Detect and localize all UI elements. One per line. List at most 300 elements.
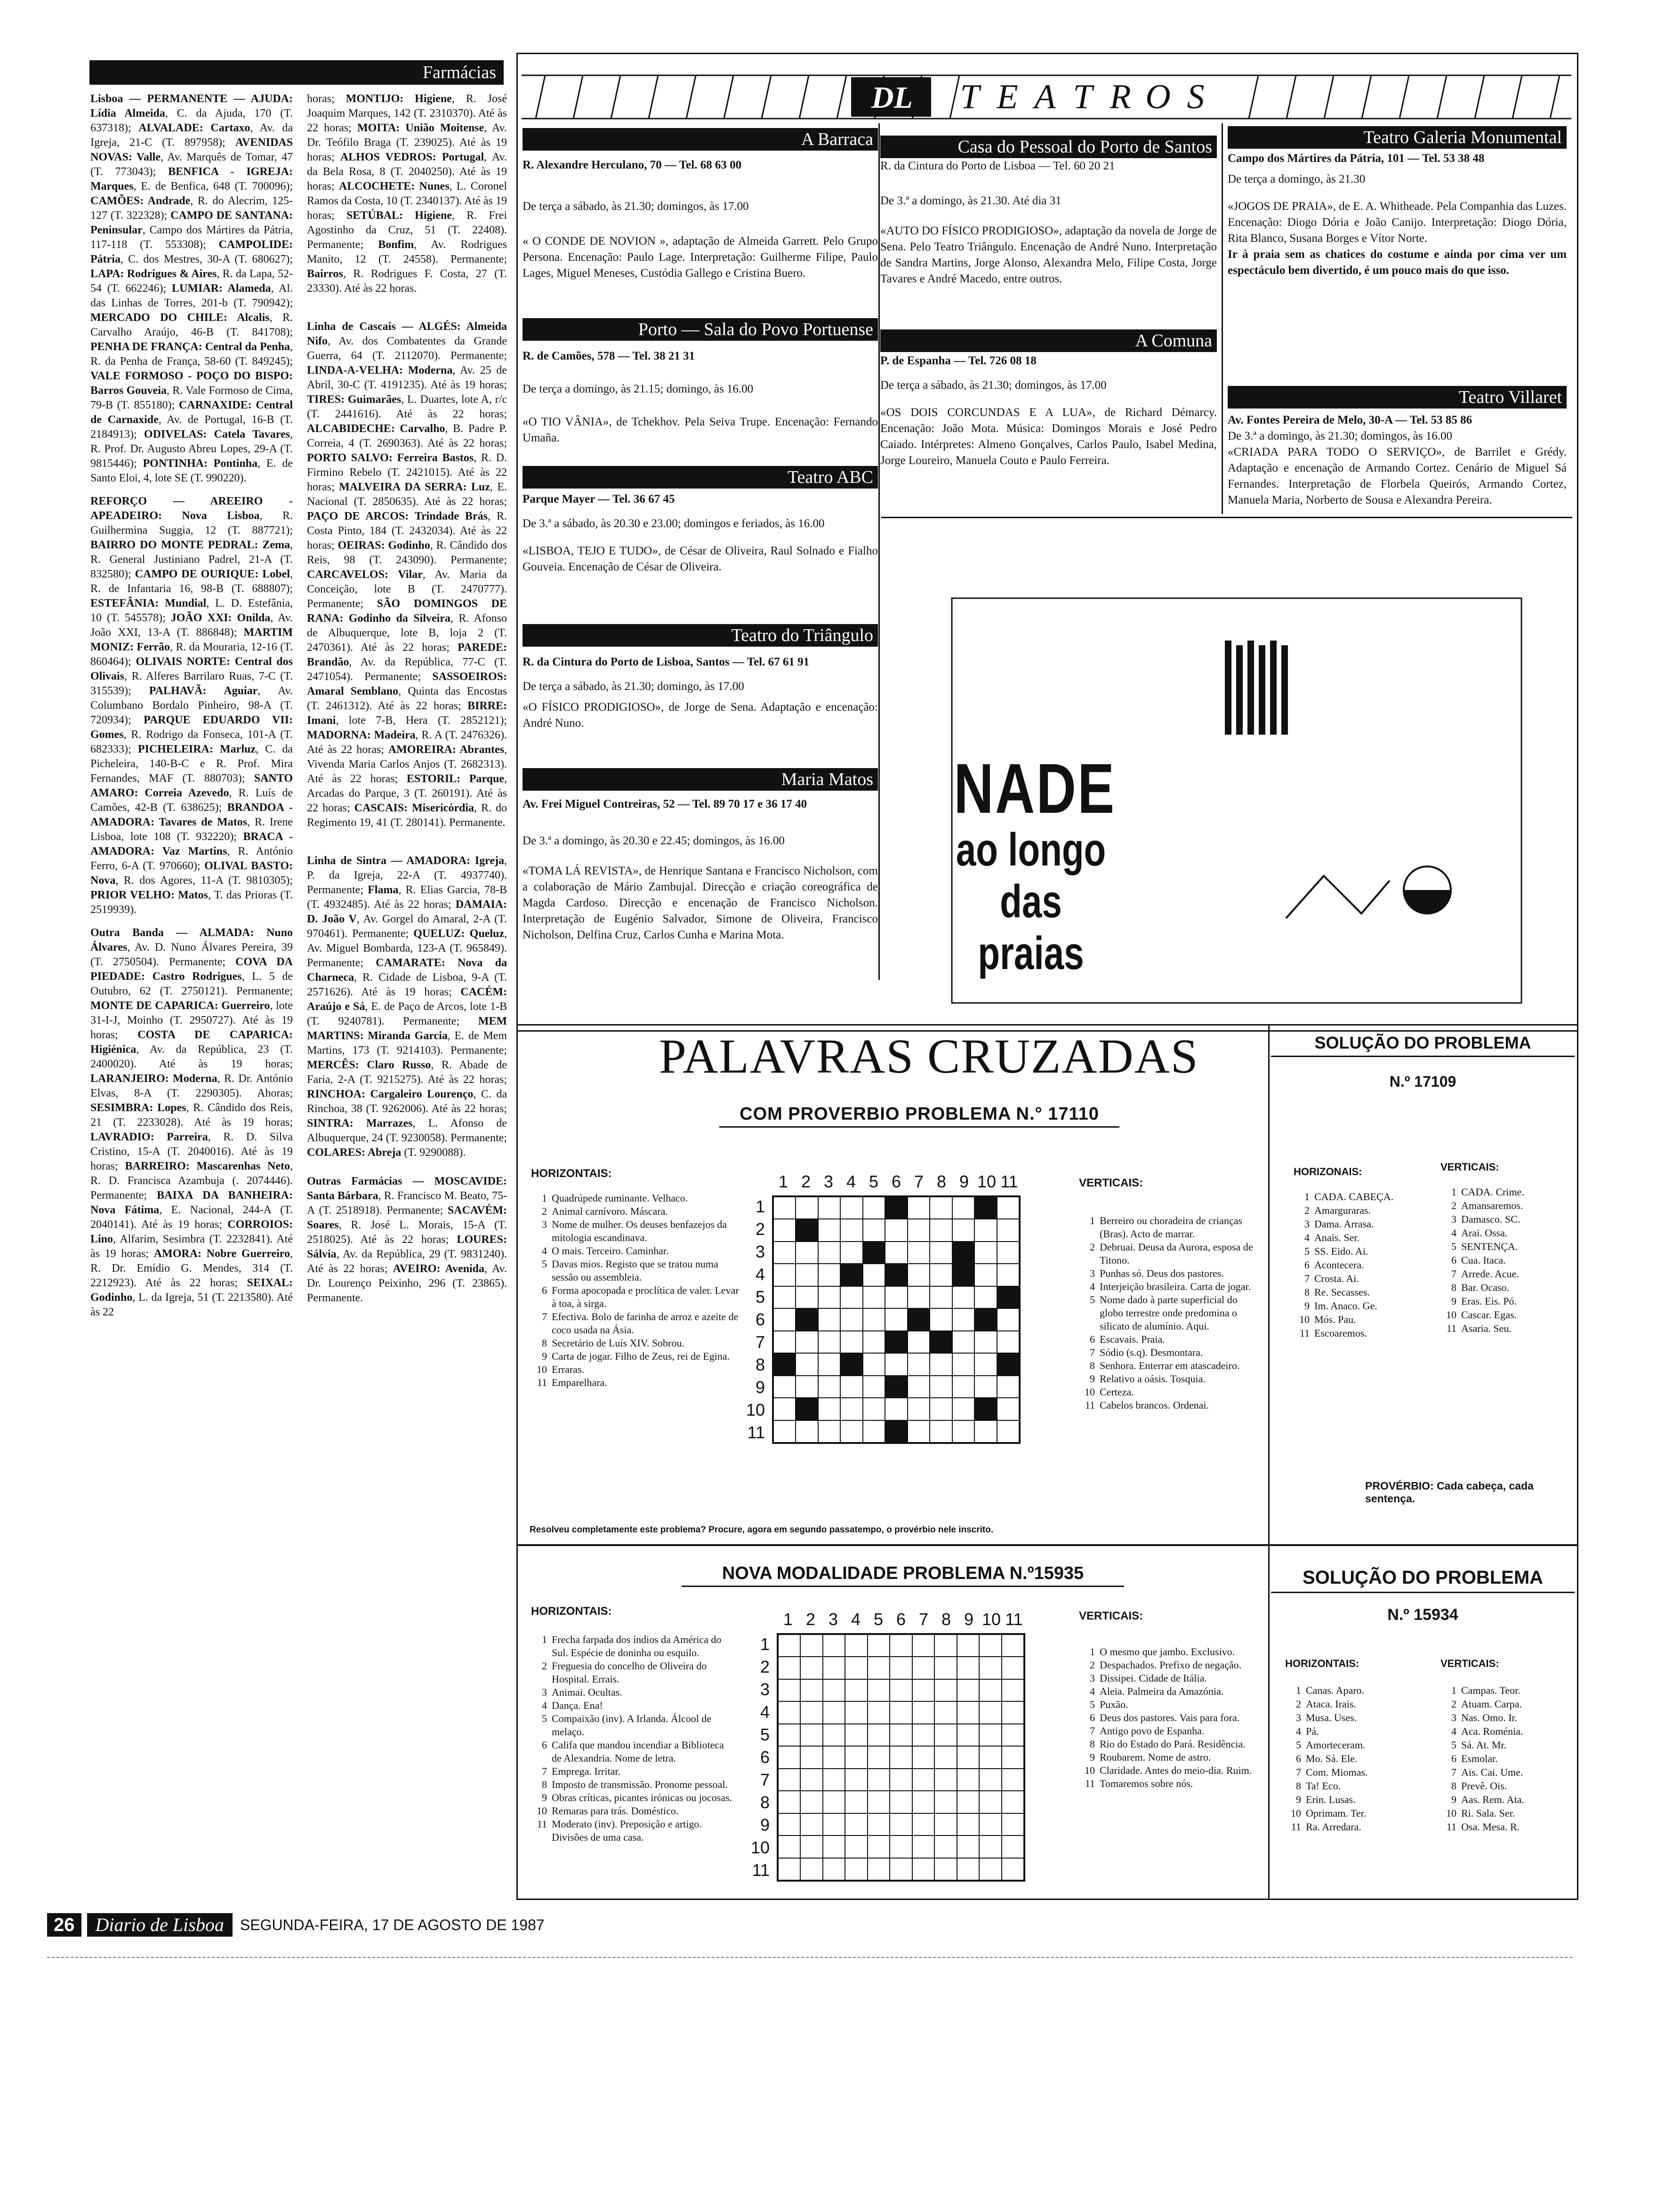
grid-cell[interactable] xyxy=(868,1657,890,1679)
clue-text: O mais. Terceiro. Caminhar. xyxy=(552,1245,669,1257)
vertical-title: VERTICAIS: xyxy=(1079,1610,1143,1622)
crossword2-grid[interactable] xyxy=(777,1633,1025,1882)
grid-cell[interactable] xyxy=(997,1420,1019,1443)
grid-cell[interactable] xyxy=(1002,1835,1024,1858)
grid-cell[interactable] xyxy=(1002,1791,1024,1813)
grid-cell[interactable] xyxy=(885,1286,907,1308)
clue-number: 6 xyxy=(1090,1333,1095,1345)
grid-cell[interactable] xyxy=(800,1746,822,1768)
grid-cell[interactable] xyxy=(773,1331,796,1353)
grid-cell[interactable] xyxy=(890,1791,912,1813)
grid-cell[interactable] xyxy=(818,1219,840,1241)
clue-number: 10 xyxy=(1291,1807,1301,1819)
farmacias-header: Farmácias xyxy=(89,60,504,85)
grid-cell[interactable] xyxy=(845,1835,867,1858)
grid-cell[interactable] xyxy=(778,1769,800,1791)
grid-cell[interactable] xyxy=(952,1331,974,1353)
grid-cell[interactable] xyxy=(778,1791,800,1813)
grid-cell[interactable] xyxy=(845,1858,867,1880)
clue-item xyxy=(1079,1764,1258,1777)
grid-cell[interactable] xyxy=(863,1420,885,1443)
grid-cell[interactable] xyxy=(840,1286,862,1308)
grid-cell[interactable] xyxy=(863,1197,885,1219)
grid-cell[interactable] xyxy=(868,1679,890,1701)
grid-cell[interactable] xyxy=(778,1635,800,1657)
grid-cell[interactable] xyxy=(796,1264,818,1286)
grid-cell[interactable] xyxy=(912,1858,934,1880)
grid-cell[interactable] xyxy=(885,1242,907,1264)
grid-cell[interactable] xyxy=(979,1769,1001,1791)
grid-cell[interactable] xyxy=(952,1197,974,1219)
grid-cell[interactable] xyxy=(845,1701,867,1723)
clue-number: 7 xyxy=(542,1765,547,1777)
grid-cell[interactable] xyxy=(934,1657,957,1679)
grid-cell[interactable] xyxy=(997,1376,1019,1398)
clue-item xyxy=(1079,1738,1258,1751)
grid-cell[interactable] xyxy=(890,1679,912,1701)
grid-cell[interactable] xyxy=(979,1635,1001,1657)
grid-cell[interactable] xyxy=(997,1286,1019,1308)
grid-cell[interactable] xyxy=(1002,1724,1024,1746)
grid-cell[interactable] xyxy=(974,1420,997,1443)
grid-cell[interactable] xyxy=(845,1635,867,1657)
grid-cell[interactable] xyxy=(997,1242,1019,1264)
grid-cell[interactable] xyxy=(974,1264,997,1286)
grid-cell[interactable] xyxy=(930,1286,952,1308)
col-number: 7 xyxy=(914,1172,924,1191)
clue-item xyxy=(1079,1777,1258,1790)
grid-cell[interactable] xyxy=(818,1353,840,1375)
solution-item xyxy=(1440,1806,1572,1820)
grid-cell[interactable] xyxy=(773,1286,796,1308)
grid-cell[interactable] xyxy=(863,1219,885,1241)
solution-item xyxy=(1440,1738,1572,1752)
grid-cell[interactable] xyxy=(885,1219,907,1241)
grid-cell[interactable] xyxy=(952,1242,974,1264)
grid-cell[interactable] xyxy=(1002,1679,1024,1701)
grid-cell[interactable] xyxy=(934,1701,957,1723)
grid-cell[interactable] xyxy=(934,1746,957,1768)
grid-cell[interactable] xyxy=(952,1219,974,1241)
grid-cell[interactable] xyxy=(778,1701,800,1723)
grid-cell[interactable] xyxy=(840,1308,862,1330)
grid-cell[interactable] xyxy=(818,1286,840,1308)
grid-cell[interactable] xyxy=(974,1308,997,1330)
grid-cell[interactable] xyxy=(773,1197,796,1219)
grid-cell[interactable] xyxy=(908,1308,930,1330)
clue-text: Erin. Lusas. xyxy=(1306,1794,1356,1805)
grid-cell[interactable] xyxy=(979,1701,1001,1723)
grid-cell[interactable] xyxy=(796,1331,818,1353)
grid-cell[interactable] xyxy=(800,1858,822,1880)
grid-cell[interactable] xyxy=(974,1219,997,1241)
grid-cell[interactable] xyxy=(863,1353,885,1375)
grid-cell[interactable] xyxy=(930,1376,952,1398)
solution-item xyxy=(1294,1190,1430,1203)
grid-cell[interactable] xyxy=(908,1376,930,1398)
vertical-clue-list xyxy=(1079,1195,1258,1412)
grid-cell[interactable] xyxy=(974,1197,997,1219)
grid-cell[interactable] xyxy=(863,1308,885,1330)
grid-cell[interactable] xyxy=(979,1835,1001,1858)
grid-cell[interactable] xyxy=(957,1657,979,1679)
venue-matos-header: Maria Matos xyxy=(523,768,878,791)
grid-cell[interactable] xyxy=(908,1219,930,1241)
grid-cell[interactable] xyxy=(796,1242,818,1264)
grid-cell[interactable] xyxy=(997,1264,1019,1286)
grid-cell[interactable] xyxy=(934,1791,957,1813)
grid-cell[interactable] xyxy=(934,1724,957,1746)
clue-item xyxy=(531,1337,743,1350)
grid-cell[interactable] xyxy=(773,1398,796,1420)
clue-text: Senhora. Enterrar em atascadeiro. xyxy=(1100,1360,1240,1371)
grid-cell[interactable] xyxy=(778,1746,800,1768)
grid-cell[interactable] xyxy=(840,1353,862,1375)
grid-cell[interactable] xyxy=(974,1353,997,1375)
grid-cell[interactable] xyxy=(979,1858,1001,1880)
grid-cell[interactable] xyxy=(957,1858,979,1880)
clue-number: 4 xyxy=(1451,1227,1456,1239)
clue-number: 4 xyxy=(1090,1685,1095,1697)
grid-cell[interactable] xyxy=(823,1657,845,1679)
grid-cell[interactable] xyxy=(823,1791,845,1813)
grid-cell[interactable] xyxy=(890,1657,912,1679)
clue-item xyxy=(531,1218,743,1244)
grid-cell[interactable] xyxy=(818,1420,840,1443)
grid-cell[interactable] xyxy=(800,1701,822,1723)
grid-cell[interactable] xyxy=(979,1813,1001,1835)
grid-cell[interactable] xyxy=(823,1701,845,1723)
grid-cell[interactable] xyxy=(863,1264,885,1286)
grid-cell[interactable] xyxy=(778,1724,800,1746)
grid-cell[interactable] xyxy=(930,1219,952,1241)
grid-cell[interactable] xyxy=(957,1813,979,1835)
grid-cell[interactable] xyxy=(952,1286,974,1308)
grid-cell[interactable] xyxy=(997,1353,1019,1375)
grid-cell[interactable] xyxy=(997,1197,1019,1219)
grid-cell[interactable] xyxy=(868,1635,890,1657)
grid-cell[interactable] xyxy=(796,1308,818,1330)
grid-cell[interactable] xyxy=(800,1657,822,1679)
grid-cell[interactable] xyxy=(840,1219,862,1241)
grid-cell[interactable] xyxy=(845,1813,867,1835)
solution-item xyxy=(1440,1226,1572,1240)
grid-cell[interactable] xyxy=(912,1657,934,1679)
grid-cell[interactable] xyxy=(885,1376,907,1398)
grid-cell[interactable] xyxy=(800,1791,822,1813)
clue-text: Moderato (inv). Preposição e artigo. Divisões de uma casa. xyxy=(552,1818,702,1843)
grid-cell[interactable] xyxy=(908,1286,930,1308)
grid-cell[interactable] xyxy=(934,1635,957,1657)
grid-cell[interactable] xyxy=(823,1835,845,1858)
grid-cell[interactable] xyxy=(912,1635,934,1657)
grid-cell[interactable] xyxy=(890,1635,912,1657)
grid-cell[interactable] xyxy=(912,1724,934,1746)
grid-cell[interactable] xyxy=(974,1242,997,1264)
clue-text: Carta de jogar. Filho de Zeus, rei de Egina. xyxy=(552,1350,730,1362)
grid-cell[interactable] xyxy=(974,1331,997,1353)
grid-cell[interactable] xyxy=(890,1724,912,1746)
grid-cell[interactable] xyxy=(863,1331,885,1353)
grid-cell[interactable] xyxy=(863,1286,885,1308)
grid-cell[interactable] xyxy=(800,1679,822,1701)
clue-item xyxy=(1079,1267,1258,1280)
grid-cell[interactable] xyxy=(979,1679,1001,1701)
grid-cell[interactable] xyxy=(930,1308,952,1330)
grid-cell[interactable] xyxy=(930,1264,952,1286)
grid-cell[interactable] xyxy=(800,1635,822,1657)
clue-number: 5 xyxy=(542,1713,547,1724)
grid-cell[interactable] xyxy=(885,1308,907,1330)
grid-cell[interactable] xyxy=(868,1769,890,1791)
grid-cell[interactable] xyxy=(778,1813,800,1835)
clue-item xyxy=(1079,1685,1258,1698)
grid-cell[interactable] xyxy=(957,1769,979,1791)
grid-cell[interactable] xyxy=(800,1835,822,1858)
grid-cell[interactable] xyxy=(868,1791,890,1813)
grid-cell[interactable] xyxy=(934,1813,957,1835)
clue-text: Emprega. Irritar. xyxy=(552,1765,620,1777)
grid-cell[interactable] xyxy=(796,1286,818,1308)
clue-number: 7 xyxy=(1090,1346,1095,1358)
grid-cell[interactable] xyxy=(912,1791,934,1813)
grid-cell[interactable] xyxy=(890,1835,912,1858)
grid-cell[interactable] xyxy=(868,1813,890,1835)
grid-cell[interactable] xyxy=(930,1242,952,1264)
grid-cell[interactable] xyxy=(778,1657,800,1679)
grid-cell[interactable] xyxy=(912,1835,934,1858)
grid-cell[interactable] xyxy=(952,1308,974,1330)
grid-cell[interactable] xyxy=(885,1398,907,1420)
grid-cell[interactable] xyxy=(934,1769,957,1791)
grid-cell[interactable] xyxy=(957,1791,979,1813)
grid-cell[interactable] xyxy=(1002,1635,1024,1657)
grid-cell[interactable] xyxy=(997,1308,1019,1330)
grid-cell[interactable] xyxy=(863,1242,885,1264)
grid-cell[interactable] xyxy=(845,1746,867,1768)
grid-cell[interactable] xyxy=(1002,1813,1024,1835)
solution-item xyxy=(1285,1765,1426,1779)
grid-cell[interactable] xyxy=(818,1264,840,1286)
grid-cell[interactable] xyxy=(773,1308,796,1330)
grid-cell[interactable] xyxy=(863,1398,885,1420)
grid-cell[interactable] xyxy=(930,1331,952,1353)
grid-cell[interactable] xyxy=(800,1769,822,1791)
clue-text: Animai. Ocultas. xyxy=(552,1686,622,1698)
grid-cell[interactable] xyxy=(868,1701,890,1723)
grid-cell[interactable] xyxy=(818,1398,840,1420)
solution-item xyxy=(1294,1313,1430,1326)
clue-text: CADA. CABEÇA. xyxy=(1314,1191,1394,1202)
grid-cell[interactable] xyxy=(979,1746,1001,1768)
clue-number: 8 xyxy=(1451,1780,1456,1792)
grid-cell[interactable] xyxy=(979,1791,1001,1813)
clue-text: Amorteceram. xyxy=(1306,1739,1366,1751)
row-number: 10 xyxy=(746,1400,765,1419)
grid-cell[interactable] xyxy=(845,1791,867,1813)
grid-cell[interactable] xyxy=(957,1679,979,1701)
grid-cell[interactable] xyxy=(908,1398,930,1420)
grid-cell[interactable] xyxy=(930,1398,952,1420)
grid-cell[interactable] xyxy=(930,1353,952,1375)
grid-cell[interactable] xyxy=(845,1769,867,1791)
grid-cell[interactable] xyxy=(1002,1701,1024,1723)
grid-cell[interactable] xyxy=(796,1420,818,1443)
col-number: 2 xyxy=(805,1610,816,1629)
grid-cell[interactable] xyxy=(1002,1657,1024,1679)
grid-cell[interactable] xyxy=(818,1242,840,1264)
grid-cell[interactable] xyxy=(885,1197,907,1219)
grid-cell[interactable] xyxy=(930,1420,952,1443)
grid-cell[interactable] xyxy=(885,1331,907,1353)
clue-number: 9 xyxy=(1304,1300,1310,1312)
grid-cell[interactable] xyxy=(840,1331,862,1353)
grid-cell[interactable] xyxy=(863,1376,885,1398)
grid-cell[interactable] xyxy=(979,1657,1001,1679)
grid-cell[interactable] xyxy=(818,1197,840,1219)
grid-cell[interactable] xyxy=(908,1264,930,1286)
grid-cell[interactable] xyxy=(952,1376,974,1398)
grid-cell[interactable] xyxy=(912,1813,934,1835)
grid-cell[interactable] xyxy=(1002,1769,1024,1791)
grid-cell[interactable] xyxy=(823,1813,845,1835)
grid-cell[interactable] xyxy=(818,1308,840,1330)
clue-text: Com. Miomas. xyxy=(1306,1766,1368,1778)
clue-number: 7 xyxy=(542,1311,547,1322)
grid-cell[interactable] xyxy=(908,1420,930,1443)
grid-cell[interactable] xyxy=(912,1746,934,1768)
grid-cell[interactable] xyxy=(890,1746,912,1768)
grid-cell[interactable] xyxy=(796,1376,818,1398)
grid-cell[interactable] xyxy=(773,1242,796,1264)
grid-cell[interactable] xyxy=(974,1398,997,1420)
grid-cell[interactable] xyxy=(952,1264,974,1286)
grid-cell[interactable] xyxy=(868,1724,890,1746)
grid-cell[interactable] xyxy=(845,1724,867,1746)
venue-note: Ir à praia sem as chatices do costume e ainda por cima ver um espectáculo bem divertido, é um pouco mais do que isso. xyxy=(1228,248,1567,277)
clue-number: 2 xyxy=(1090,1659,1095,1671)
grid-cell[interactable] xyxy=(957,1701,979,1723)
grid-cell[interactable] xyxy=(930,1197,952,1219)
grid-cell[interactable] xyxy=(997,1398,1019,1420)
grid-cell[interactable] xyxy=(773,1353,796,1375)
grid-cell[interactable] xyxy=(908,1242,930,1264)
grid-cell[interactable] xyxy=(840,1197,862,1219)
grid-cell[interactable] xyxy=(840,1398,862,1420)
grid-cell[interactable] xyxy=(912,1769,934,1791)
grid-cell[interactable] xyxy=(868,1858,890,1880)
grid-cell[interactable] xyxy=(818,1376,840,1398)
grid-cell[interactable] xyxy=(934,1835,957,1858)
grid-cell[interactable] xyxy=(974,1286,997,1308)
grid-cell[interactable] xyxy=(840,1242,862,1264)
grid-cell[interactable] xyxy=(845,1679,867,1701)
grid-cell[interactable] xyxy=(773,1420,796,1443)
grid-cell[interactable] xyxy=(912,1679,934,1701)
grid-cell[interactable] xyxy=(952,1398,974,1420)
grid-cell[interactable] xyxy=(890,1813,912,1835)
grid-cell[interactable] xyxy=(823,1769,845,1791)
grid-cell[interactable] xyxy=(997,1331,1019,1353)
solution-item xyxy=(1285,1738,1426,1752)
grid-cell[interactable] xyxy=(890,1701,912,1723)
farmacias-outra-banda-cont: horas; MONTIJO: Higiene, R. José Joaquim Marques, 142 (T. 2310370). Até às 22 horas; MOITA: União Moitense, Av. Dr. Teófilo Braga (T. 239025). Até às 19 horas; ALHOS VEDROS: Portugal, Av. da Bela Rosa, 8 (T. 2040250). Até às 19 horas; ALCOCHETE: Nunes, L. Coronel Ramos da Costa, 10 (T. 2340137). Até às 19 horas; SETÚBAL: Higiene, R. Frei Agostinho da Cruz, 51 (T. 22408). Permanente; Bonfim, Av. Rodrigues Manito, 12 (T. 24558). Permanente; Bairros, R. Rodrigues F. Costa, 27 (T. 23330). Até às 22 horas. xyxy=(307,93,507,295)
grid-cell[interactable] xyxy=(796,1197,818,1219)
grid-cell[interactable] xyxy=(773,1376,796,1398)
grid-cell[interactable] xyxy=(890,1858,912,1880)
venue-povo-header: Porto — Sala do Povo Portuense xyxy=(523,318,878,341)
clue-text: SS. Eido. Ai. xyxy=(1314,1245,1368,1257)
grid-cell[interactable] xyxy=(974,1376,997,1398)
grid-cell[interactable] xyxy=(957,1746,979,1768)
grid-cell[interactable] xyxy=(908,1197,930,1219)
grid-cell[interactable] xyxy=(823,1858,845,1880)
grid-cell[interactable] xyxy=(778,1835,800,1858)
grid-cell[interactable] xyxy=(773,1219,796,1241)
grid-cell[interactable] xyxy=(868,1835,890,1858)
grid-cell[interactable] xyxy=(773,1264,796,1286)
grid-cell[interactable] xyxy=(957,1835,979,1858)
grid-cell[interactable] xyxy=(934,1679,957,1701)
crossword1-subtitle: COM PROVERBIO PROBLEMA N.° 17110 xyxy=(719,1104,1119,1128)
grid-cell[interactable] xyxy=(885,1264,907,1286)
grid-cell[interactable] xyxy=(890,1769,912,1791)
grid-cell[interactable] xyxy=(908,1331,930,1353)
grid-cell[interactable] xyxy=(778,1679,800,1701)
grid-cell[interactable] xyxy=(796,1353,818,1375)
grid-cell[interactable] xyxy=(868,1746,890,1768)
grid-cell[interactable] xyxy=(823,1724,845,1746)
grid-cell[interactable] xyxy=(840,1376,862,1398)
grid-cell[interactable] xyxy=(796,1398,818,1420)
grid-cell[interactable] xyxy=(796,1219,818,1241)
grid-cell[interactable] xyxy=(800,1724,822,1746)
crossword1-grid[interactable] xyxy=(772,1195,1021,1444)
grid-cell[interactable] xyxy=(845,1657,867,1679)
clue-number: 3 xyxy=(1451,1213,1456,1225)
grid-cell[interactable] xyxy=(997,1219,1019,1241)
grid-cell[interactable] xyxy=(957,1724,979,1746)
grid-cell[interactable] xyxy=(912,1701,934,1723)
grid-cell[interactable] xyxy=(952,1420,974,1443)
clue-item xyxy=(531,1699,733,1712)
venue-comuna-header: A Comuna xyxy=(880,329,1217,352)
grid-cell[interactable] xyxy=(1002,1746,1024,1768)
grid-cell[interactable] xyxy=(952,1353,974,1375)
clue-item xyxy=(531,1376,743,1389)
grid-cell[interactable] xyxy=(840,1420,862,1443)
solution-item xyxy=(1294,1244,1430,1258)
grid-cell[interactable] xyxy=(778,1858,800,1880)
clue-text: Atuam. Carpa. xyxy=(1461,1698,1522,1710)
grid-cell[interactable] xyxy=(957,1635,979,1657)
grid-cell[interactable] xyxy=(823,1679,845,1701)
grid-cell[interactable] xyxy=(908,1353,930,1375)
grid-cell[interactable] xyxy=(823,1746,845,1768)
grid-cell[interactable] xyxy=(934,1858,957,1880)
grid-cell[interactable] xyxy=(840,1264,862,1286)
grid-cell[interactable] xyxy=(823,1635,845,1657)
grid-cell[interactable] xyxy=(818,1331,840,1353)
grid-cell[interactable] xyxy=(1002,1858,1024,1880)
solution1-horizontal xyxy=(1294,1165,1430,1340)
grid-cell[interactable] xyxy=(885,1420,907,1443)
grid-cell[interactable] xyxy=(800,1813,822,1835)
solution1-proverb: PROVÉRBIO: Cada cabeça, cada sentença. xyxy=(1365,1480,1534,1505)
grid-cell[interactable] xyxy=(979,1724,1001,1746)
clue-number: 1 xyxy=(542,1192,547,1204)
grid-cell[interactable] xyxy=(885,1353,907,1375)
